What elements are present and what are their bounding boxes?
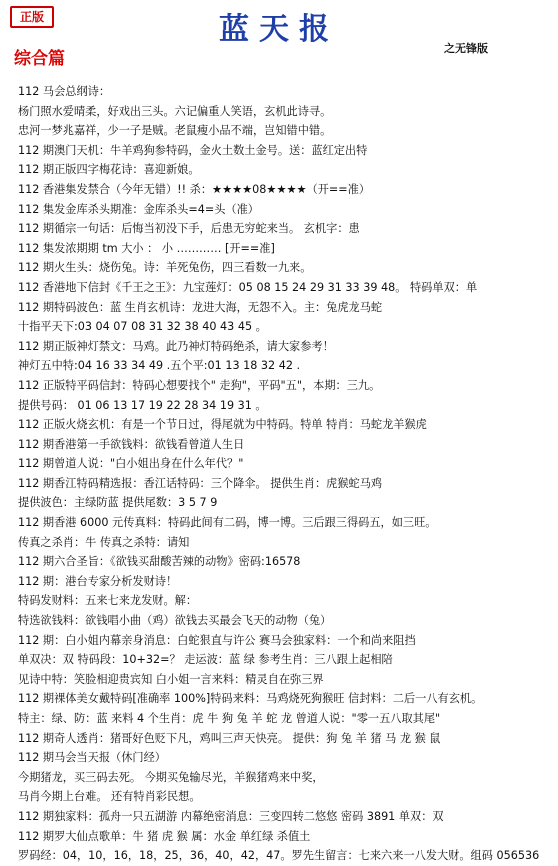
text-line: 112 期循宗一句话：后悔当初没下手，后患无穷蛇来当。 玄机字：患 — [18, 222, 360, 236]
text-line: 特码发财料：五来七来龙发财。解： — [18, 594, 198, 608]
text-line: 112 期六合圣旨：《欲钱买甜酸苦辣的动物》密码:16578 — [18, 555, 301, 569]
text-line: 今期猪龙，买三码去死。 今期买兔输尽光，羊猴猪鸡来中奖， — [18, 770, 324, 784]
text-line: 112 期马会当天报（休门经） — [18, 751, 166, 765]
text-line: 提供号码： 01 06 13 17 19 22 28 34 19 31 。 — [18, 398, 267, 412]
text-line: 112 期裸体美女戴特码[准确率 100%]特码来料：马鸡烧死狗猴旺 信封料：二后一八有玄机。 — [18, 692, 483, 706]
text-line: 112 期正版四字梅花诗：喜迎新娘。 — [18, 163, 200, 177]
text-line: 112 期香江特码精选报：香江话特码：三个降伞。 提供生肖：虎猴蛇马鸡 — [18, 476, 383, 490]
text-line: 112 香港地下信封《千王之王》：九宝莲灯：05 08 15 24 29 31 33 39 48。 特码单双：单 — [18, 280, 478, 294]
text-line: 传真之杀肖：牛 传真之杀特：请知 — [18, 535, 190, 549]
text-line: 见诗中特：笑脸相迎贵宾知 白小姐一言来料：精灵自在弥三界 — [18, 672, 324, 686]
text-line: 单双决：双 特码段：10+32=？ 走运波：蓝 绿 参考生肖：三八跟上起相陪 — [18, 653, 393, 667]
text-line: 112 集发浓期期 tm 大小 ： 小 ………… [开==准] — [18, 241, 275, 255]
text-line: 112 期独家料：孤舟一只五湖游 内幕绝密消息：三变四转二悠悠 密码 3891 单双：双 — [18, 809, 444, 823]
text-line: 112 期香港第一手欲钱料：欲钱看曾道人生日 — [18, 437, 245, 451]
text-line: 112 期曾道人说："白小姐出身在什么年代？" — [18, 457, 244, 471]
text-line: 十指平天下:03 04 07 08 31 32 38 40 43 45 。 — [18, 320, 267, 334]
newspaper-title: 蓝天报 — [219, 12, 339, 47]
text-line: 112 期罗大仙点歌单：牛 猪 虎 猴 属：水金 单红绿 杀值土 — [18, 829, 311, 843]
article-body — [18, 82, 553, 866]
text-line: 112 期澳门天机：牛羊鸡狗参特码，金火土数土金号。送：蓝红定出特 — [18, 143, 368, 157]
text-line: 特选欲钱料：欲钱唱小曲（鸡）欲钱去买最会飞天的动物（兔） — [18, 614, 332, 628]
text-line: 提供波色：主绿防蓝 提供尾数：3 5 7 9 — [18, 496, 218, 510]
text-line: 112 期火生头：烧伤兔。诗：羊死兔伤，四三看数一九来。 — [18, 261, 312, 275]
text-line: 忠河一梦兆嘉祥，少一子是贼。老鼠瘦小品不端，岂知错中错。 — [18, 124, 332, 138]
text-line: 112 正版特平码信封：特码心想要找个" 走狗"，平码"五"，本期：三九。 — [18, 378, 381, 392]
text-line: 112 期香港 6000 元传真料：特码此间有二码，博一博。三后跟三得码五，如三旺。 — [18, 516, 437, 530]
text-line: 神灯五中特:04 16 33 34 49 .五个平:01 13 18 32 42 . — [18, 359, 301, 373]
text-line: 112 期：白小姐内幕亲身消息：白蛇狠直与许公 赛马会独家料：一个和尚来阻挡 — [18, 633, 416, 647]
edition-stamp: 正版 — [10, 6, 54, 28]
text-line: 112 集发金库杀头期准：金库杀头=4=头（准） — [18, 202, 259, 216]
section-heading: 综合篇 — [14, 49, 65, 69]
text-line: 特主：绿、防：蓝 来料 4 个生肖：虎 牛 狗 兔 羊 蛇 龙 曾道人说："零一五八取其尾" — [18, 712, 441, 725]
edition-label: 之无锋版 — [444, 42, 488, 55]
text-line: 罗码经：04，10，16，18，25，36，40，42，47。罗先生留言：七来六来一八发大财。组码 056536 — [18, 849, 540, 863]
text-line: 112 香港集发禁合（今年无错）!! 杀：★★★★08★★★★（开==准） — [18, 182, 371, 196]
text-line: 112 期奇人透肖：猪哥好色贬下凡，鸡叫三声天快亮。 提供：狗 兔 羊 猪 马 龙 猴 鼠 — [18, 731, 441, 745]
text-line: 杨门照水爱晴柔，好戏出三头。六记偏重人笑语，玄机此诗寻。 — [18, 104, 332, 118]
text-line: 马肖今期上台难。 还有特肖彩民想。 — [18, 790, 201, 804]
text-line: 112 期：港台专家分析发财诗！ — [18, 574, 178, 588]
text-line: 112 期正版神灯禁文：马鸡。此乃神灯特码绝杀，请大家参考！ — [18, 339, 334, 353]
text-line: 112 马会总纲诗： — [18, 85, 111, 98]
text-line: 112 期特码波色：蓝 生肖玄机诗：龙进大海，无怨不入。主：兔虎龙马蛇 — [18, 300, 383, 314]
text-line: 112 正版火烧玄机：有是一个节日过，得尾就为中特码。特单 特肖：马蛇龙羊猴虎 — [18, 418, 427, 432]
